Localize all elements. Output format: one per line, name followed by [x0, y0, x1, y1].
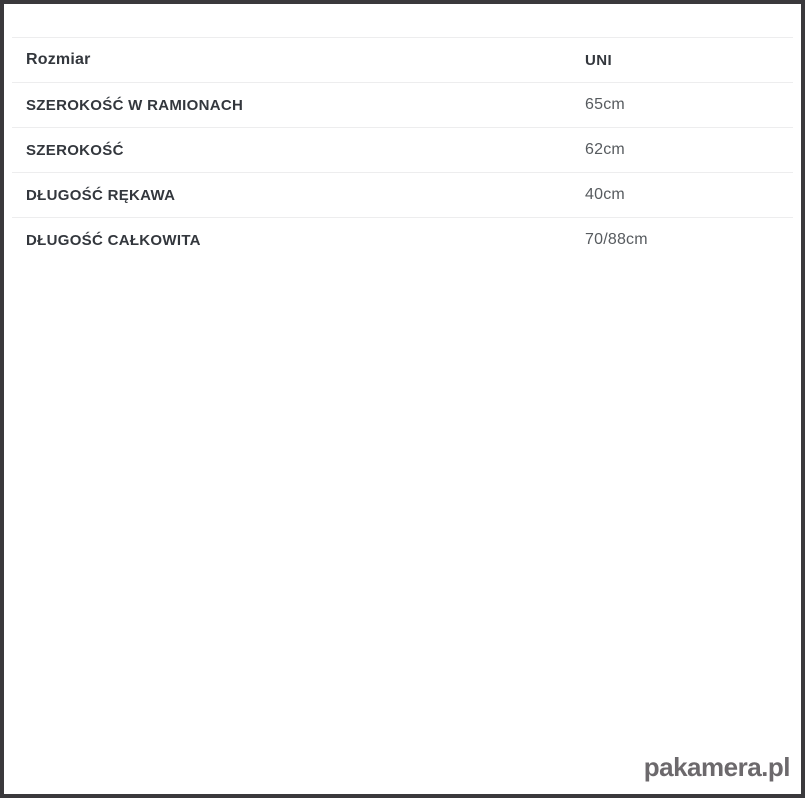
measure-value: 70/88cm [585, 231, 648, 248]
measure-label: DŁUGOŚĆ RĘKAWA [26, 186, 176, 204]
table-row [12, 172, 793, 217]
size-label: Rozmiar [26, 51, 91, 68]
measure-value: 40cm [585, 186, 625, 203]
table-row [12, 127, 793, 172]
measure-value: 62cm [585, 141, 625, 158]
measure-label: DŁUGOŚĆ CAŁKOWITA [26, 231, 201, 249]
table-row [12, 217, 793, 262]
measure-label: SZEROKOŚĆ W RAMIONACH [26, 96, 244, 114]
table-row-header [12, 37, 793, 82]
size-value: UNI [585, 51, 613, 69]
table-row [12, 82, 793, 127]
pakamera-logo: pakamera.pl [643, 752, 790, 782]
measure-value: 65cm [585, 96, 625, 113]
measure-label: SZEROKOŚĆ [26, 141, 124, 159]
size-table [12, 37, 793, 262]
